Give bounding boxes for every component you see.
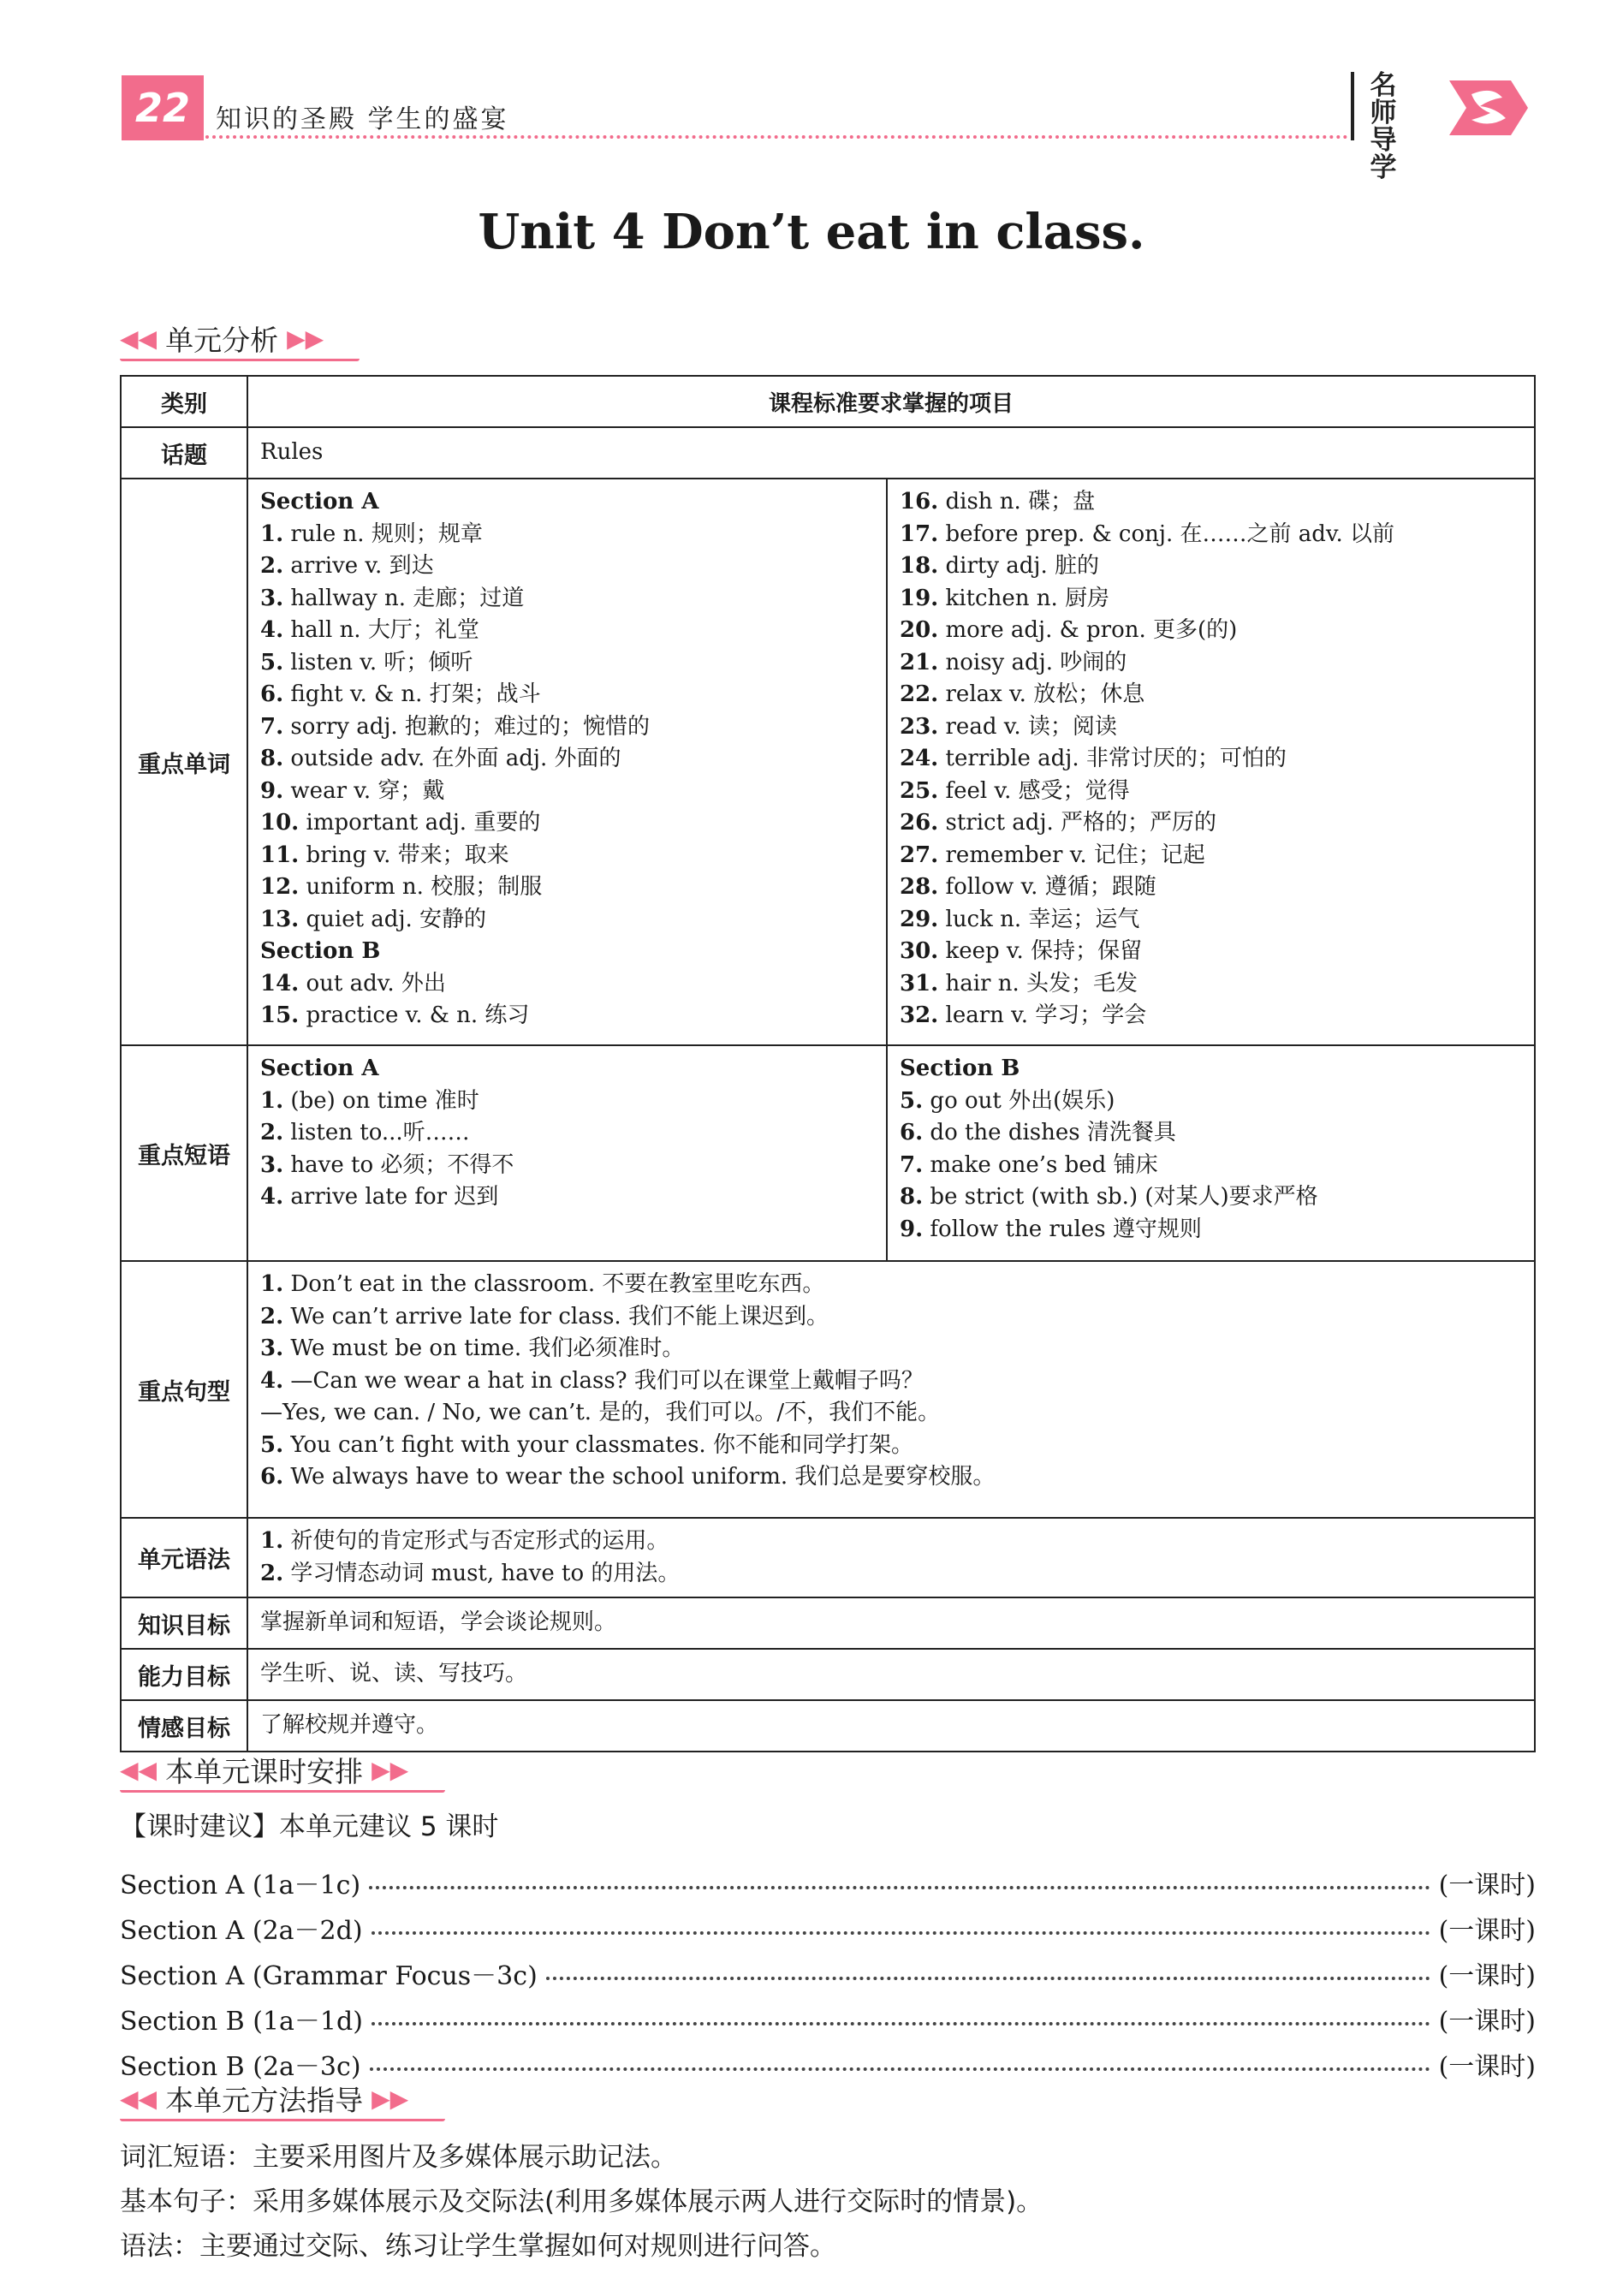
item-text: arrive v. 到达: [283, 553, 434, 579]
schedule-row: [120, 1906, 1536, 1949]
sentence-row: [121, 1261, 1535, 1518]
phrase-item: [900, 1150, 1522, 1182]
item-number: 30.: [900, 938, 939, 964]
item-text: make one’s bed 铺床: [923, 1151, 1158, 1178]
vocab-item: [260, 647, 874, 680]
sentence-item: [260, 1397, 1522, 1430]
dot-leader: [369, 1885, 1430, 1889]
item-text: —Can we wear a hat in class? 我们可以在课堂上戴帽子吗？: [283, 1367, 924, 1394]
arrow-right-icon: ▶▶: [372, 1755, 409, 1784]
item-number: 8.: [260, 746, 284, 771]
item-text: relax v. 放松；休息: [938, 681, 1145, 707]
arrow-right-icon: ▶▶: [287, 324, 324, 353]
vocab-item: [260, 1000, 874, 1032]
item-text: outside adv. 在外面 adj. 外面的: [283, 746, 621, 771]
ability-goal-row: [121, 1649, 1535, 1700]
sentence-label: 重点句型: [121, 1261, 247, 1518]
item-text: dish n. 碟；盘: [938, 489, 1096, 515]
item-text: have to 必须；不得不: [283, 1151, 514, 1178]
item-number: 2.: [260, 1303, 284, 1329]
grammar-list: [248, 1519, 1534, 1597]
topic-row: [121, 427, 1535, 479]
item-text: We always have to wear the school uniform. 我们总是要穿校服。: [283, 1464, 996, 1490]
item-text: listen v. 听；倾听: [283, 649, 473, 675]
phrase-item: [260, 1150, 874, 1182]
item-number: 26.: [900, 810, 939, 836]
item-text: quiet adj. 安静的: [299, 906, 487, 932]
item-text: terrible adj. 非常讨厌的；可怕的: [938, 746, 1287, 771]
item-number: 22.: [900, 681, 939, 707]
item-number: 8.: [900, 1184, 924, 1210]
item-number: 4.: [260, 1184, 284, 1210]
vocab-item: [260, 615, 874, 647]
item-text: noisy adj. 吵闹的: [938, 649, 1127, 675]
unit-title: Unit 4 Don’t eat in class.: [478, 204, 1145, 260]
sentence-item: [260, 1333, 1522, 1365]
vocab-item: [900, 711, 1522, 744]
item-text: learn v. 学习；学会: [938, 1002, 1147, 1028]
item-number: 31.: [900, 970, 939, 996]
item-text: strict adj. 严格的；严厉的: [938, 810, 1217, 836]
item-number: 19.: [900, 585, 939, 611]
item-number: 17.: [900, 520, 939, 547]
item-text: Section B: [900, 1056, 1020, 1081]
item-number: 24.: [900, 746, 939, 771]
item-text: hair n. 头发；毛发: [938, 970, 1138, 996]
sentence-item: [260, 1461, 1522, 1494]
vocab-item: [260, 583, 874, 616]
item-text: keep v. 保持；保留: [938, 938, 1143, 964]
vocab-item: [900, 807, 1522, 840]
arrow-right-icon: ▶▶: [372, 2084, 409, 2113]
schedule-label: Section B (1a－1d): [120, 2007, 363, 2037]
item-text: before prep. & conj. 在……之前 adv. 以前: [938, 520, 1395, 547]
phrase-left-list: [248, 1046, 886, 1221]
method-line: 基本句子：采用多媒体展示及交际法(利用多媒体展示两人进行交际时的情景)。: [120, 2186, 1043, 2217]
col-content: 课程标准要求掌握的项目: [247, 376, 1535, 427]
brand-divider: [1351, 72, 1354, 140]
item-number: 27.: [900, 842, 939, 868]
phrase-item: [260, 1117, 874, 1150]
item-number: 20.: [900, 617, 939, 643]
vocab-item: [260, 711, 874, 744]
item-text: hall n. 大厅；礼堂: [283, 617, 479, 643]
item-number: 29.: [900, 906, 939, 932]
item-number: 7.: [900, 1151, 924, 1178]
table-header-row: [121, 376, 1535, 427]
item-text: listen to...听……: [283, 1120, 470, 1145]
schedule-row: [120, 1997, 1536, 2040]
vocab-item: [900, 647, 1522, 680]
schedule-label: Section A (1a－1c): [120, 1871, 361, 1900]
vocab-item: [900, 904, 1522, 937]
vocab-item: [260, 550, 874, 583]
phrase-item: [260, 1053, 874, 1086]
item-text: wear v. 穿；戴: [283, 777, 445, 804]
schedule-heading: ◀◀ 本单元课时安排 ▶▶: [120, 1750, 445, 1789]
dot-leader: [372, 1930, 1430, 1935]
sentence-item: [260, 1301, 1522, 1334]
item-number: 2.: [260, 1560, 284, 1586]
item-text: uniform n. 校服；制服: [299, 874, 543, 900]
vocab-row: [121, 479, 1535, 1045]
item-number: 5.: [260, 649, 284, 675]
item-number: 18.: [900, 553, 939, 579]
item-text: We can’t arrive late for class. 我们不能上课迟到。: [283, 1303, 829, 1329]
vocab-item: [900, 615, 1522, 647]
vocab-right-list: [888, 479, 1534, 1039]
item-number: 15.: [260, 1002, 300, 1028]
phrase-item: [260, 1181, 874, 1214]
schedule-row: [120, 1952, 1536, 1995]
schedule-label: Section A (Grammar Focus－3c): [120, 1961, 538, 1991]
vocab-item: [260, 936, 874, 968]
item-text: out adv. 外出: [299, 970, 446, 996]
topic-label: 话题: [121, 427, 247, 479]
phrase-item: [900, 1214, 1522, 1246]
item-text: You can’t fight with your classmates. 你不能和同学打架。: [283, 1431, 913, 1458]
vocab-item: [260, 904, 874, 937]
ability-goal-label: 能力目标: [121, 1649, 247, 1700]
item-text: sorry adj. 抱歉的；难过的；惋惜的: [283, 713, 650, 740]
item-text: arrive late for 迟到: [283, 1184, 499, 1210]
vocab-item: [900, 871, 1522, 904]
item-number: 6.: [260, 1464, 284, 1490]
schedule-label: Section B (2a－3c): [120, 2052, 361, 2082]
item-text: (be) on time 准时: [283, 1087, 479, 1114]
method-line: 语法：主要通过交际、练习让学生掌握如何对规则进行问答。: [120, 2231, 836, 2262]
emotion-goal-label: 情感目标: [121, 1700, 247, 1752]
item-text: Section B: [260, 938, 381, 964]
vocab-item: [900, 840, 1522, 872]
knowledge-goal-label: 知识目标: [121, 1597, 247, 1649]
brand-logo-icon: [1442, 74, 1531, 140]
item-text: Don’t eat in the classroom. 不要在教室里吃东西。: [283, 1271, 825, 1297]
item-number: 6.: [900, 1120, 924, 1145]
item-text: follow the rules 遵守规则: [923, 1216, 1202, 1242]
item-text: dirty adj. 脏的: [938, 553, 1100, 579]
arrow-left-icon: ◀◀: [120, 1755, 158, 1784]
phrase-item: [900, 1053, 1522, 1086]
item-number: 14.: [260, 970, 300, 996]
schedule-period: (一课时): [1438, 2052, 1536, 2082]
schedule-period: (一课时): [1438, 1916, 1536, 1946]
item-number: 10.: [260, 810, 300, 836]
item-number: 1.: [260, 1087, 284, 1114]
item-number: 9.: [900, 1216, 924, 1242]
knowledge-goal-row: [121, 1597, 1535, 1649]
item-text: remember v. 记住；记起: [938, 842, 1205, 868]
schedule-suggestion: 【课时建议】本单元建议 5 课时: [120, 1811, 499, 1842]
sentence-item: [260, 1430, 1522, 1462]
vocab-item: [900, 519, 1522, 551]
dot-leader: [370, 2067, 1430, 2071]
item-number: 7.: [260, 713, 284, 740]
phrase-item: [900, 1086, 1522, 1118]
vocab-item: [900, 968, 1522, 1001]
item-text: We must be on time. 我们必须准时。: [283, 1335, 685, 1361]
item-number: 1.: [260, 520, 284, 547]
item-number: 3.: [260, 1151, 284, 1178]
arrow-left-icon: ◀◀: [120, 324, 158, 353]
ability-goal-value: 学生听、说、读、写技巧。: [260, 1661, 528, 1687]
item-text: follow v. 遵循；跟随: [938, 874, 1156, 900]
sentence-list: [248, 1262, 1534, 1501]
header-divider: [205, 135, 1348, 139]
item-text: do the dishes 清洗餐具: [923, 1120, 1176, 1145]
unit-analysis-table: [120, 375, 1536, 1752]
sentence-item: [260, 1269, 1522, 1301]
vocab-item: [260, 679, 874, 711]
item-number: 3.: [260, 1335, 284, 1361]
schedule-period: (一课时): [1438, 1961, 1536, 1991]
item-text: practice v. & n. 练习: [299, 1002, 530, 1028]
phrase-row: [121, 1045, 1535, 1261]
item-text: 祈使句的肯定形式与否定形式的运用。: [283, 1528, 669, 1554]
item-text: more adj. & pron. 更多(的): [938, 617, 1238, 643]
item-number: 13.: [260, 906, 300, 932]
item-number: 1.: [260, 1528, 284, 1554]
item-number: 12.: [260, 874, 300, 900]
item-number: 23.: [900, 713, 939, 740]
grammar-label: 单元语法: [121, 1518, 247, 1597]
item-number: 5.: [900, 1087, 924, 1114]
item-text: kitchen n. 厨房: [938, 585, 1109, 611]
arrow-left-icon: ◀◀: [120, 2084, 158, 2113]
vocab-item: [900, 679, 1522, 711]
item-text: bring v. 带来；取来: [299, 842, 509, 868]
method-line: 词汇短语：主要采用图片及多媒体展示助记法。: [120, 2142, 677, 2173]
vocab-item: [900, 936, 1522, 968]
phrase-right-list: [888, 1046, 1534, 1252]
vocab-item: [260, 776, 874, 808]
item-text: important adj. 重要的: [299, 810, 541, 836]
item-number: 4.: [260, 617, 284, 643]
item-number: 2.: [260, 1120, 284, 1145]
topic-value: Rules: [260, 439, 324, 466]
vocab-item: [900, 550, 1522, 583]
item-text: hallway n. 走廊；过道: [283, 585, 525, 611]
emotion-goal-row: [121, 1700, 1535, 1752]
col-category: 类别: [121, 376, 247, 427]
schedule-label: Section A (2a－2d): [120, 1916, 363, 1946]
vocab-item: [900, 776, 1522, 808]
item-number: 11.: [260, 842, 300, 868]
item-number: 4.: [260, 1367, 284, 1394]
method-heading: ◀◀ 本单元方法指导 ▶▶: [120, 2079, 445, 2118]
item-number: 1.: [260, 1271, 284, 1297]
item-text: Section A: [260, 489, 379, 515]
grammar-item: [260, 1558, 1522, 1591]
phrase-item: [900, 1181, 1522, 1214]
unit-analysis-heading: ◀◀ 单元分析 ▶▶: [120, 318, 360, 358]
page-number: 22: [122, 75, 204, 140]
item-text: fight v. & n. 打架；战斗: [283, 681, 541, 707]
vocab-item: [260, 519, 874, 551]
sentence-item: [260, 1365, 1522, 1398]
grammar-row: [121, 1518, 1535, 1597]
item-number: 6.: [260, 681, 284, 707]
item-text: luck n. 幸运；运气: [938, 906, 1140, 932]
vocab-item: [260, 486, 874, 519]
dot-leader: [372, 2021, 1430, 2025]
item-text: feel v. 感受；觉得: [938, 777, 1130, 804]
item-number: 3.: [260, 585, 284, 611]
vocab-item: [260, 840, 874, 872]
item-number: 28.: [900, 874, 939, 900]
knowledge-goal-value: 掌握新单词和短语，学会谈论规则。: [260, 1609, 617, 1636]
item-text: —Yes, we can. / No, we can’t. 是的，我们可以。/不，我们不能。: [260, 1400, 941, 1425]
item-text: rule n. 规则；规章: [283, 520, 483, 547]
vocab-item: [260, 871, 874, 904]
item-number: 2.: [260, 553, 284, 579]
phrase-item: [900, 1117, 1522, 1150]
item-text: 学习情态动词 must, have to 的用法。: [283, 1560, 681, 1586]
vocab-item: [900, 486, 1522, 519]
vocab-item: [260, 807, 874, 840]
phrase-label: 重点短语: [121, 1045, 247, 1261]
vocab-item: [900, 1000, 1522, 1032]
header-slogan: 知识的圣殿 学生的盛宴: [216, 104, 509, 134]
item-text: go out 外出(娱乐): [923, 1087, 1115, 1114]
vocab-item: [260, 968, 874, 1001]
schedule-row: [120, 1861, 1536, 1904]
emotion-goal-value: 了解校规并遵守。: [260, 1712, 439, 1739]
vocab-item: [260, 743, 874, 776]
item-number: 9.: [260, 777, 284, 804]
brand-name: 名师 导学: [1370, 70, 1397, 183]
vocab-left-list: [248, 479, 886, 1039]
schedule-period: (一课时): [1438, 2007, 1536, 2037]
grammar-item: [260, 1526, 1522, 1558]
dot-leader: [546, 1976, 1430, 1980]
phrase-item: [260, 1086, 874, 1118]
item-text: Section A: [260, 1056, 379, 1081]
vocab-item: [900, 583, 1522, 616]
vocab-item: [900, 743, 1522, 776]
item-text: read v. 读；阅读: [938, 713, 1117, 740]
item-number: 25.: [900, 777, 939, 804]
item-number: 21.: [900, 649, 939, 675]
schedule-period: (一课时): [1438, 1871, 1536, 1900]
item-number: 5.: [260, 1431, 284, 1458]
item-text: be strict (with sb.) (对某人)要求严格: [923, 1184, 1318, 1210]
item-number: 16.: [900, 489, 939, 515]
item-number: 32.: [900, 1002, 939, 1028]
vocab-label: 重点单词: [121, 479, 247, 1045]
